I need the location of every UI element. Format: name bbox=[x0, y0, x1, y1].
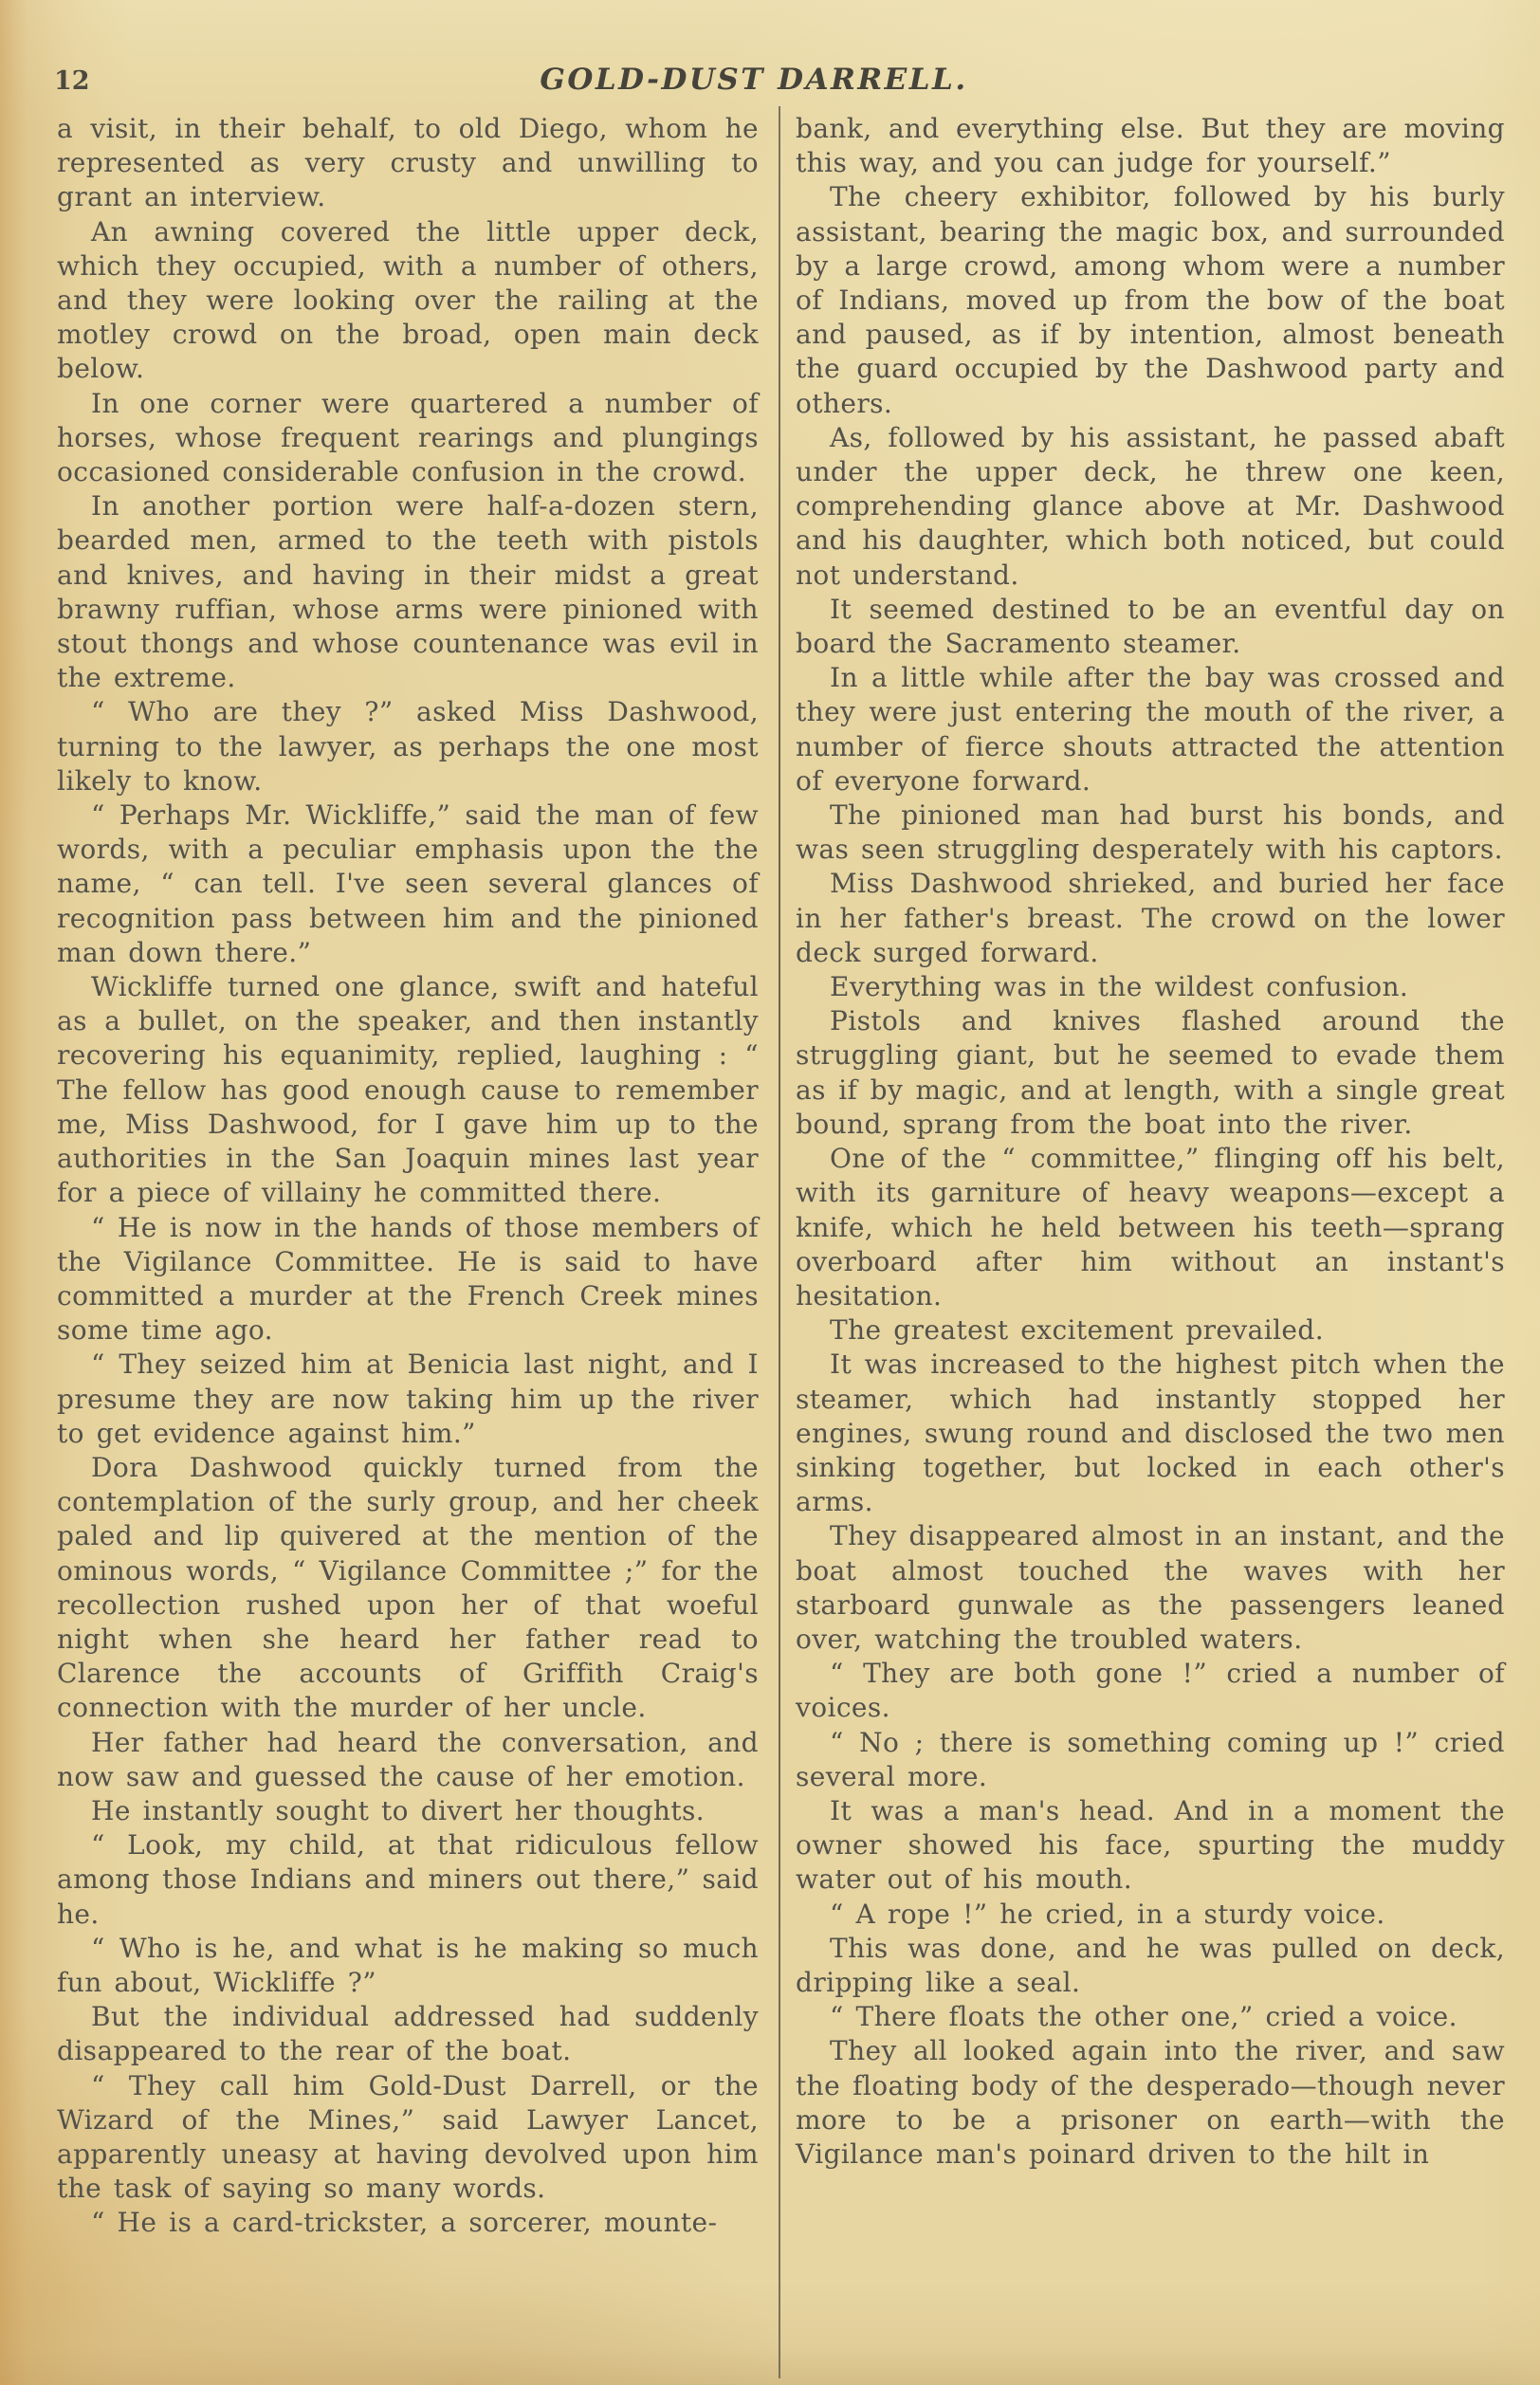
paragraph: a visit, in their behalf, to old Diego, whom he represented as very crusty and unwilling to grant an interview. bbox=[57, 113, 759, 213]
paragraph: In one corner were quartered a number of horses, whose frequent rearings and plungings occasioned considerable confusion in the crowd. bbox=[57, 387, 759, 488]
paragraph: Her father had heard the conversation, and now saw and guessed the cause of her emotion. bbox=[57, 1726, 759, 1792]
paragraph: As, followed by his assistant, he passed abaft under the upper deck, he threw one keen, comprehending glance above at Mr. Dashwood and his daughter, which both noticed, but could not understand. bbox=[796, 421, 1505, 591]
paragraph: “ Who are they ?” asked Miss Dashwood, turning to the lawyer, as perhaps the one most likely to know. bbox=[57, 696, 759, 797]
paragraph: But the individual addressed had suddenly disappeared to the rear of the boat. bbox=[57, 2001, 759, 2067]
paragraph: They all looked again into the river, and saw the floating body of the desperado—though never more to be a prisoner on earth—with the Vigilance man's poinard driven to the hilt in bbox=[796, 2035, 1505, 2170]
paragraph: One of the “ committee,” flinging off his belt, with its garniture of heavy weapons—except a knife, which he held between his teeth—sprang overboard after him without an instant's hesitation. bbox=[796, 1143, 1505, 1312]
paragraph: The cheery exhibitor, followed by his burly assistant, bearing the magic box, and surrounded by a large crowd, among whom were a number of Indians, moved up from the bow of the boat and paused, as if by intention, almost beneath the guard occupied by the Dashwood party and others. bbox=[796, 181, 1505, 419]
paragraph: Wickliffe turned one glance, swift and hateful as a bullet, on the speaker, and then instantly recovering his equanimity, replied, laughing : “ The fellow has good enough cause to remember me, Miss Dashwood, for I gave him up to the authorities in the San Joaquin mines last year for a piece of villainy he committed there. bbox=[57, 971, 759, 1209]
paragraph: bank, and everything else. But they are moving this way, and you can judge for yourself.” bbox=[796, 113, 1505, 179]
paragraph: Miss Dashwood shrieked, and buried her face in her father's breast. The crowd on the lower deck surged forward. bbox=[796, 868, 1505, 968]
paragraph: “ Perhaps Mr. Wickliffe,” said the man of few words, with a peculiar emphasis upon the the name, “ can tell. I've seen several glances of recognition pass between him and the pinioned man down there.” bbox=[57, 799, 759, 968]
paragraph: “ He is now in the hands of those members of the Vigilance Committee. He is said to have committed a murder at the French Creek mines some time ago. bbox=[57, 1211, 759, 1347]
paragraph: “ No ; there is something coming up !” cried several more. bbox=[796, 1726, 1505, 1792]
paragraph: An awning covered the little upper deck, which they occupied, with a number of others, and they were looking over the railing at the motley crowd on the broad, open main deck below. bbox=[57, 215, 759, 385]
paragraph: In a little while after the bay was crossed and they were just entering the mouth of the river, a number of fierce shouts attracted the attention of everyone forward. bbox=[796, 662, 1505, 797]
paragraph: The pinioned man had burst his bonds, and was seen struggling desperately with his captors. bbox=[796, 799, 1505, 866]
paragraph: Dora Dashwood quickly turned from the contemplation of the surly group, and her cheek paled and lip quivered at the mention of the ominous words, “ Vigilance Committee ;” for the recollection rushed upon her of that woeful night when she heard her father read to Clarence the accounts of Griffith Craig's connection with the murder of her uncle. bbox=[57, 1451, 759, 1724]
paragraph: “ They seized him at Benicia last night, and I presume they are now taking him up the river to get evidence against him.” bbox=[57, 1348, 759, 1449]
paragraph: “ Look, my child, at that ridiculous fellow among those Indians and miners out there,” said he. bbox=[57, 1829, 759, 1930]
paragraph: The greatest excitement prevailed. bbox=[830, 1314, 1325, 1347]
paragraph: It was a man's head. And in a moment the owner showed his face, spurting the muddy water out of his mouth. bbox=[796, 1794, 1505, 1896]
paragraph: “ They are both gone !” cried a number of voices. bbox=[796, 1658, 1505, 1724]
left-column bbox=[57, 112, 759, 2241]
paragraph: Pistols and knives flashed around the struggling giant, but he seemed to evade them as if by magic, and at length, with a single great bound, sprang from the boat into the river. bbox=[796, 1005, 1505, 1140]
paragraph: This was done, and he was pulled on deck, dripping like a seal. bbox=[796, 1932, 1505, 1998]
paragraph: It was increased to the highest pitch when the steamer, which had instantly stopped her engines, swung round and disclosed the two men sinking together, but locked in each other's arms. bbox=[796, 1348, 1505, 1518]
paragraph: He instantly sought to divert her thoughts. bbox=[91, 1794, 706, 1826]
paragraph: Everything was in the wildest confusion. bbox=[830, 971, 1409, 1003]
page-title: GOLD-DUST DARRELL. bbox=[540, 63, 968, 97]
paragraph: “ He is a card-trickster, a sorcerer, mounte- bbox=[91, 2207, 718, 2239]
paragraph: It seemed destined to be an eventful day on board the Sacramento steamer. bbox=[796, 593, 1505, 660]
paragraph: “ A rope !” he cried, in a sturdy voice. bbox=[830, 1898, 1385, 1930]
paragraph: “ There floats the other one,” cried a voice. bbox=[830, 2001, 1458, 2033]
column-divider bbox=[779, 106, 780, 2378]
right-column bbox=[796, 112, 1505, 2172]
paragraph: “ Who is he, and what is he making so much fun about, Wickliffe ?” bbox=[57, 1932, 759, 1998]
page-number: 12 bbox=[54, 66, 90, 96]
paragraph: In another portion were half-a-dozen stern, bearded men, armed to the teeth with pistols and knives, and having in their midst a great brawny ruffian, whose arms were pinioned with stout thongs and whose countenance was evil in the extreme. bbox=[57, 490, 759, 694]
paragraph: “ They call him Gold-Dust Darrell, or the Wizard of the Mines,” said Lawyer Lancet, apparently uneasy at having devolved upon him the task of saying so many words. bbox=[57, 2069, 759, 2205]
paragraph: They disappeared almost in an instant, and the boat almost touched the waves with her starboard gunwale as the passengers leaned over, watching the troubled waters. bbox=[796, 1520, 1505, 1655]
